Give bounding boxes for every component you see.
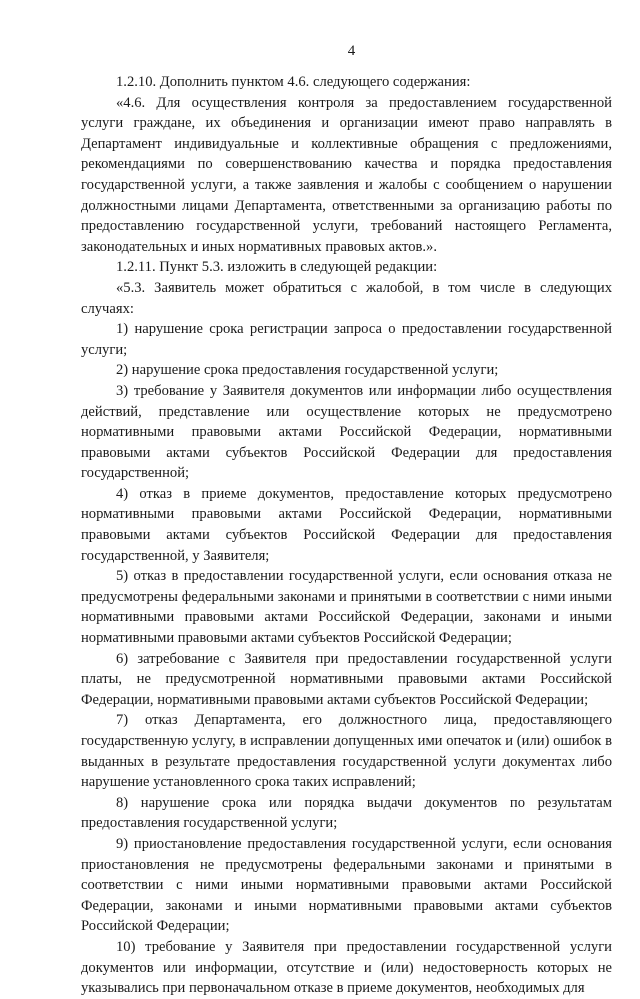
paragraph-4-6: «4.6. Для осуществления контроля за предоставлением государственной услуги граждане, их объединения и организации имеют право направлять в Департамент индивидуальные и коллективные обращения с предложениями, рекомендациями по совершенствованию качества и порядка предоставления государственной услуги, а также заявления и жалобы с сообщением о нарушении должностными лицами Департамента, ответственными за организацию работы по предоставлению государственной услуги, требований настоящего Регламента, законодательных и иных нормативных правовых актов.». bbox=[81, 94, 612, 255]
list-item-4: 4) отказ в приеме документов, предоставление которых предусмотрено нормативными правовыми актами Российской Федерации, нормативными правовыми актами субъектов Российской Федерации для предоставления государственной, у Заявителя; bbox=[81, 485, 612, 564]
list-item-7: 7) отказ Департамента, его должностного лица, предоставляющего государственную услугу, в исправлении допущенных ими опечаток и (или) ошибок в выданных в результате предоставления государственной услуги документах либо нарушение установленного срока таких исправлений; bbox=[81, 712, 612, 791]
page-number: 4 bbox=[347, 43, 356, 59]
list-item-2: 2) нарушение срока предоставления государственной услуги; bbox=[116, 362, 499, 379]
document-body bbox=[81, 72, 612, 999]
paragraph-1-2-11: 1.2.11. Пункт 5.3. изложить в следующей редакции: bbox=[116, 259, 438, 276]
list-item-8: 8) нарушение срока или порядка выдачи документов по результатам предоставления государственной услуги; bbox=[81, 794, 612, 832]
list-item-3: 3) требование у Заявителя документов или информации либо осуществления действий, представление или осуществление которых не предусмотрено нормативными правовыми актами Российской Федерации, нормативными правовыми актами субъектов Российской Федерации для предоставления государственной; bbox=[81, 382, 612, 482]
list-item-5: 5) отказ в предоставлении государственной услуги, если основания отказа не предусмотрены федеральными законами и принятыми в соответствии с ними иными нормативными правовыми актами Российской Федерации, законами и иными нормативными правовыми актами субъектов Российской Федерации; bbox=[81, 568, 612, 647]
paragraph-5-3: «5.3. Заявитель может обратиться с жалобой, в том числе в следующих случаях: bbox=[81, 279, 612, 317]
list-item-10: 10) требование у Заявителя при предоставлении государственной услуги документов или информации, отсутствие и (или) недостоверность которых не указывались при первоначальном отказе в приеме документов, необходимых для bbox=[81, 938, 612, 997]
paragraph-1-2-10: 1.2.10. Дополнить пунктом 4.6. следующего содержания: bbox=[116, 74, 471, 90]
list-item-6: 6) затребование с Заявителя при предоставлении государственной услуги платы, не предусмотренной нормативными правовыми актами Российской Федерации, нормативными правовыми актами субъектов Российской Федерации; bbox=[81, 650, 612, 708]
list-item-1: 1) нарушение срока регистрации запроса о предоставлении государственной услуги; bbox=[81, 321, 612, 358]
list-item-9: 9) приостановление предоставления государственной услуги, если основания приостановления не предусмотрены федеральными законами и принятыми в соответствии с ними иными нормативными правовыми актами Российской Федерации, законами и иными нормативными правовыми актами субъектов Российской Федерации; bbox=[81, 835, 612, 935]
